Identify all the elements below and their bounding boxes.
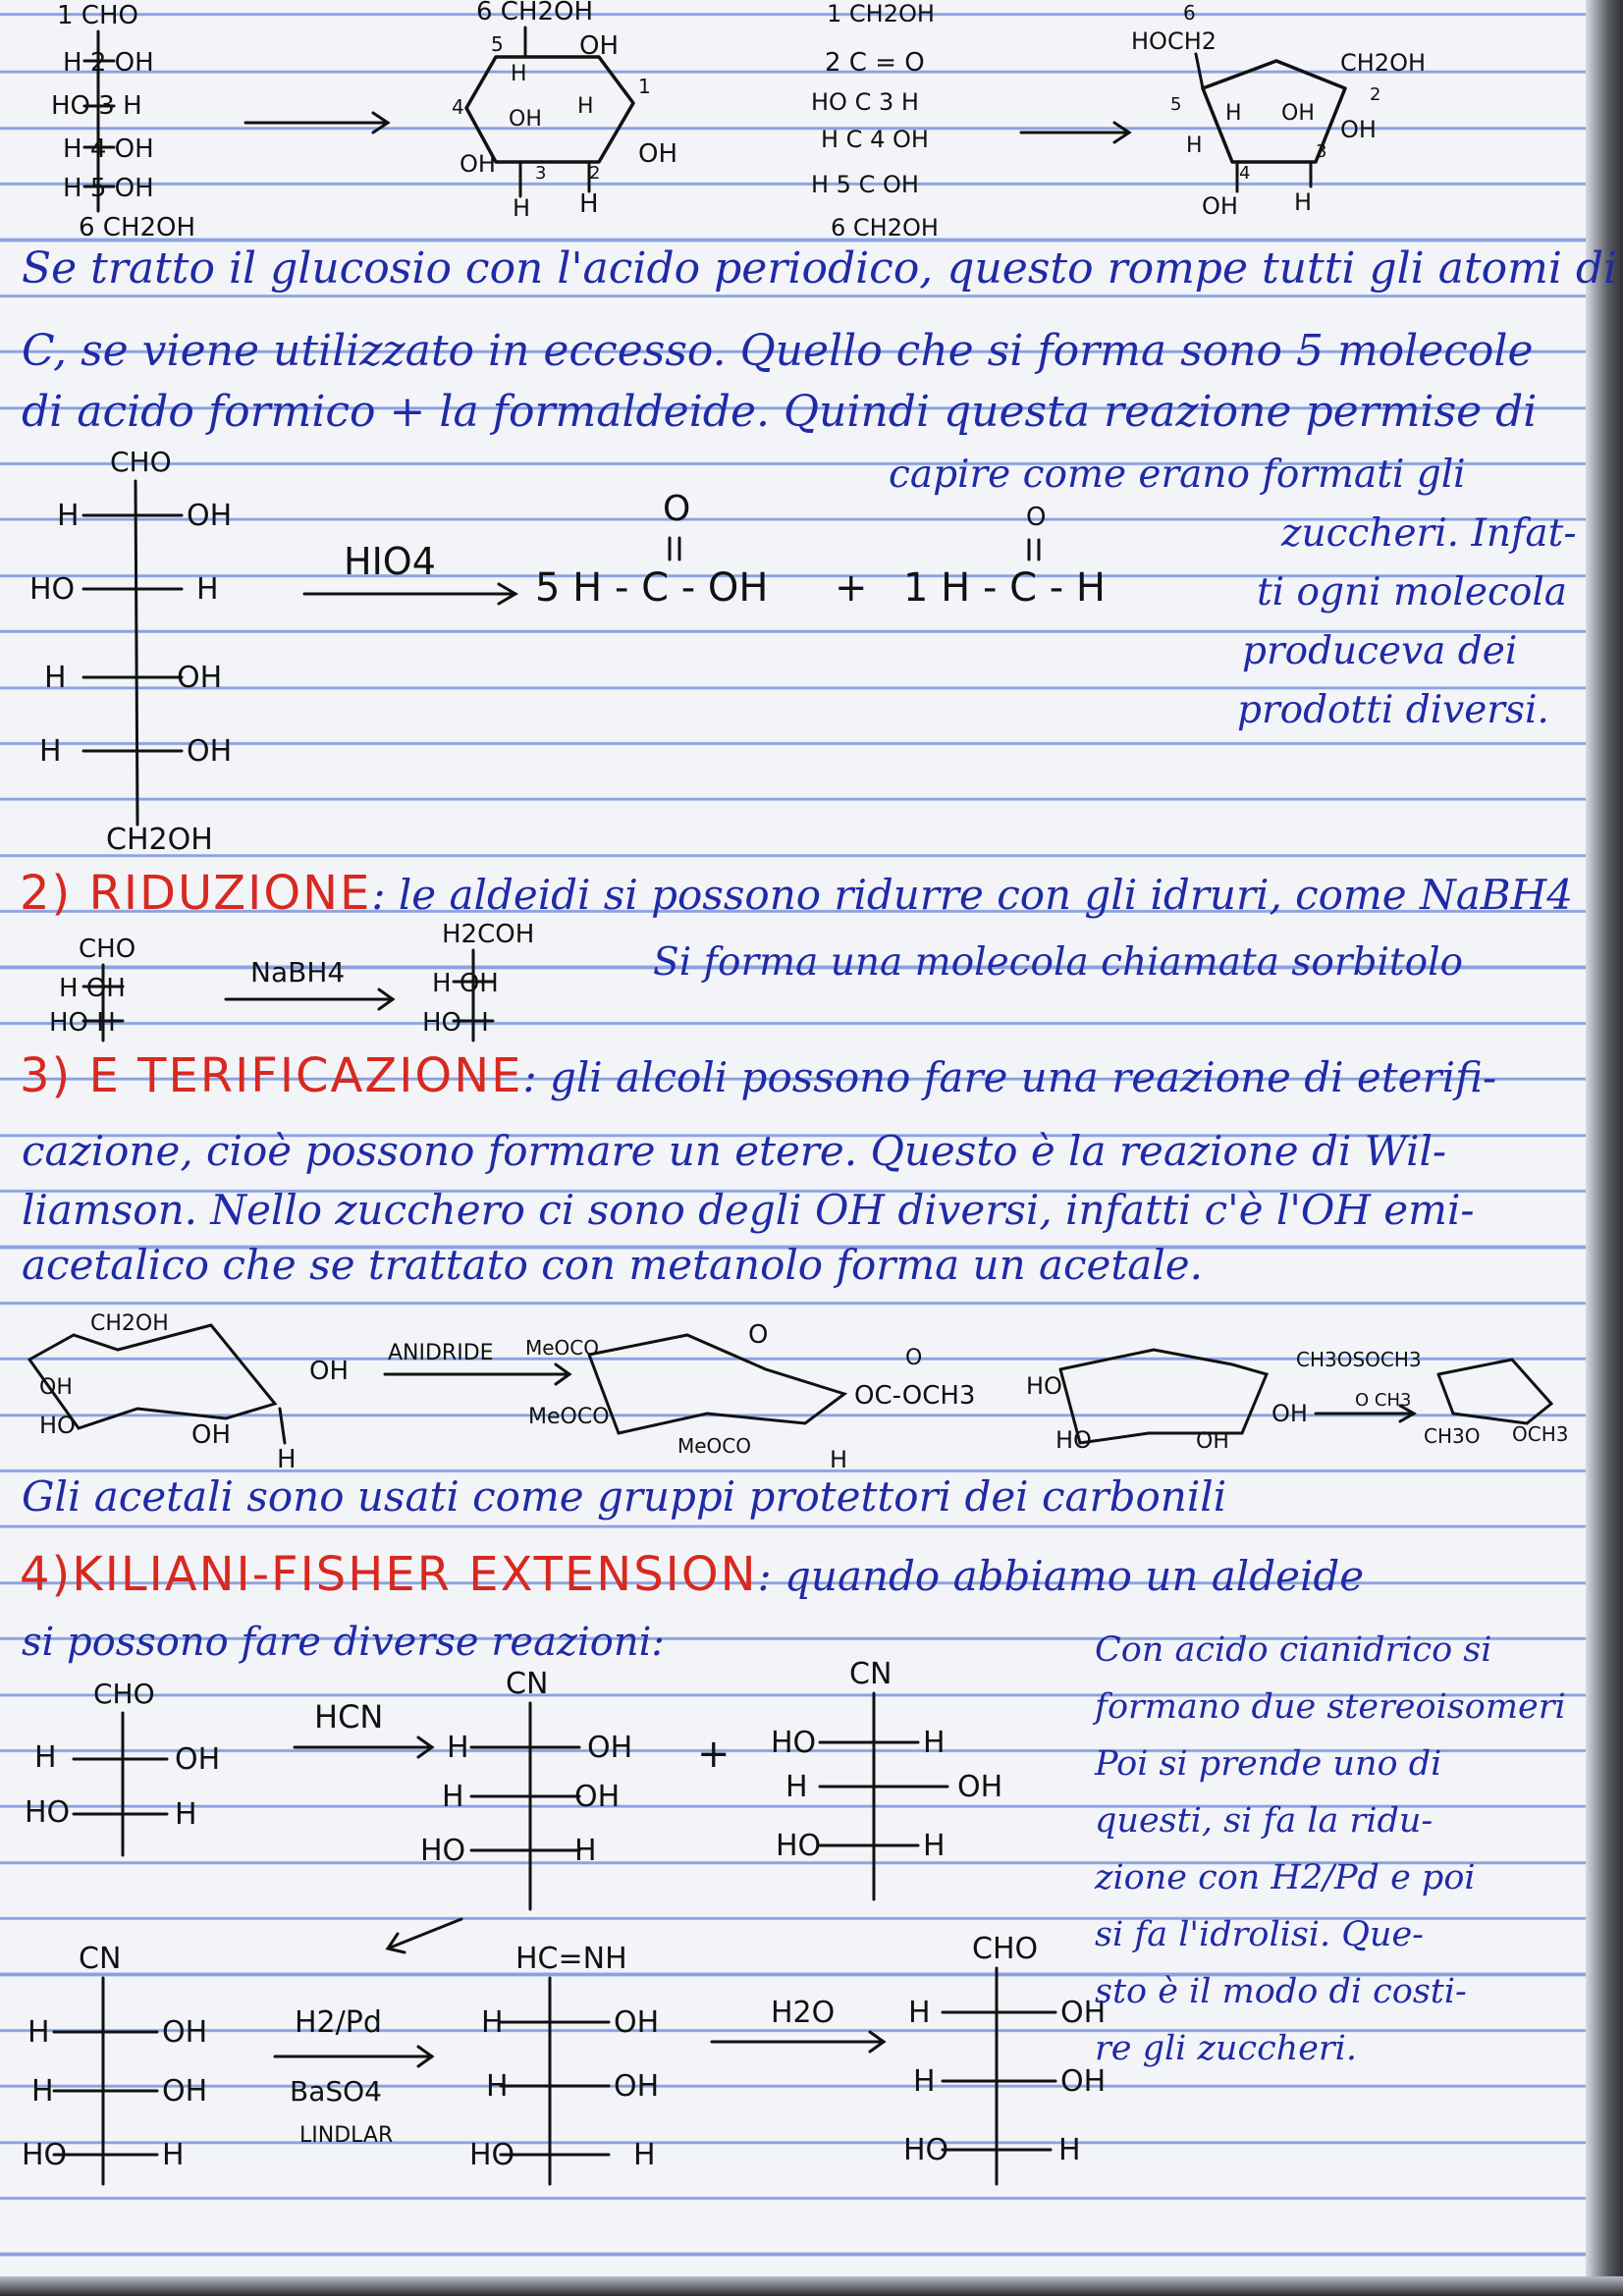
fructose-fischer-top <box>811 0 939 241</box>
arrow-cyclization-2 <box>1021 123 1129 142</box>
label: OH <box>1060 2064 1107 2099</box>
label: CHO <box>93 1678 155 1710</box>
label: OH <box>1202 192 1238 220</box>
label: HO <box>469 2138 515 2172</box>
label: + <box>835 565 868 611</box>
label: HO <box>1055 1426 1092 1454</box>
label: 2 C = O <box>825 48 925 78</box>
label: 4 <box>1239 163 1251 184</box>
label: H <box>1294 188 1313 216</box>
label: OH <box>957 1770 1003 1804</box>
label: 6 CH2OH <box>79 213 196 242</box>
label: 2 <box>1370 84 1381 105</box>
label: HO <box>25 1795 71 1830</box>
section-text: : quando abbiamo un aldeide <box>757 1552 1365 1600</box>
label: 5 H - C - OH <box>535 565 769 611</box>
label: H <box>162 2138 185 2172</box>
section-riduzione <box>20 866 1573 921</box>
label: OH <box>39 1375 73 1400</box>
label: HO <box>22 2138 68 2172</box>
label: 6 CH2OH <box>831 214 939 241</box>
label: HC=NH <box>515 1942 627 1976</box>
label: OH <box>574 1780 621 1814</box>
label: H <box>31 2074 54 2109</box>
label: OH <box>177 661 223 695</box>
periodate-fischer <box>29 446 232 857</box>
glucose-fischer-top <box>51 1 195 242</box>
label: 6 CH2OH <box>476 0 594 27</box>
periodate-arrow <box>304 540 515 604</box>
arrow-cyclization-1 <box>245 113 388 133</box>
plus-sign: + <box>697 1732 730 1777</box>
label: OH <box>191 1420 232 1450</box>
label: CHO <box>972 1932 1039 1966</box>
label: H <box>633 2138 656 2172</box>
side-note-line: Con acido cianidrico si <box>1095 1630 1492 1670</box>
label: H <box>481 2005 504 2040</box>
label: HO <box>776 1829 822 1863</box>
fructofuranose <box>1131 1 1426 220</box>
label: H <box>44 661 67 695</box>
acetali-line: Gli acetali sono usati come gruppi protettori dei carbonili <box>22 1472 1227 1521</box>
label: H 5 C OH <box>811 171 919 198</box>
label: OH <box>614 2005 660 2040</box>
label: H <box>442 1780 464 1814</box>
label: CN <box>506 1667 549 1701</box>
label: OH <box>587 1731 633 1765</box>
section-eterificazione <box>20 1048 1496 1103</box>
section-number: 3) <box>20 1048 73 1103</box>
label: ANIDRIDE <box>388 1341 494 1365</box>
kiliani-reduction-arrow <box>275 2005 432 2148</box>
label: H <box>196 572 219 607</box>
label: H <box>574 1834 597 1868</box>
label: 1 H - C - H <box>903 565 1106 611</box>
label: OH <box>187 734 233 769</box>
label: 6 <box>1183 1 1196 25</box>
label: H2COH <box>442 920 535 949</box>
label: OH <box>309 1357 350 1386</box>
label: CH2OH <box>1340 49 1427 77</box>
label: OCH3 <box>1512 1422 1569 1446</box>
label: H <box>486 2069 509 2104</box>
section-title: E TERIFICAZIONE <box>88 1048 523 1103</box>
label: HO <box>903 2133 949 2167</box>
label: 1 <box>638 75 651 98</box>
label: H <box>447 1731 469 1765</box>
label: H <box>1058 2133 1081 2167</box>
kiliani-selected-nitrile <box>22 1942 207 2184</box>
label: HO <box>1026 1372 1062 1400</box>
label: H <box>277 1445 297 1474</box>
kiliani-line-2: si possono fare diverse reazioni: <box>22 1620 665 1665</box>
label: CN <box>849 1657 893 1691</box>
label: HO 3 H <box>51 91 142 121</box>
section-number: 4) <box>20 1547 73 1602</box>
label: OH <box>614 2069 660 2104</box>
side-note-line: sto è il modo di costi- <box>1095 1972 1467 2011</box>
side-note-line: formano due stereoisomeri <box>1095 1687 1566 1727</box>
label: H 4 OH <box>63 134 154 164</box>
label: HO <box>39 1412 76 1439</box>
label: HO H <box>49 1008 116 1038</box>
label: OH <box>1060 1996 1107 2030</box>
label: H <box>830 1446 848 1473</box>
side-note-line: capire come erano formati gli <box>889 453 1466 497</box>
label: CN <box>79 1942 122 1976</box>
label: H <box>923 1726 946 1760</box>
kiliani-cyanohydrin-1 <box>420 1667 632 1909</box>
label: 1 CHO <box>57 1 138 30</box>
label: H <box>1225 101 1242 126</box>
label: H <box>923 1829 946 1863</box>
side-note-line: zuccheri. Infat- <box>1281 511 1577 556</box>
glucopyranose <box>452 0 677 222</box>
label: HO H <box>422 1008 489 1038</box>
riduzione-note: Si forma una molecola chiamata sorbitolo <box>653 940 1464 985</box>
label: O <box>663 489 691 529</box>
label: H 5 OH <box>63 174 154 203</box>
section-title: KILIANI-FISHER EXTENSION <box>72 1547 758 1602</box>
label: CH2OH <box>90 1311 169 1336</box>
label: 5 <box>1170 94 1182 115</box>
label: 2 <box>589 163 601 184</box>
reagent-label: LINDLAR <box>299 2123 394 2148</box>
label: OH <box>460 150 496 178</box>
label: CH2OH <box>106 823 213 857</box>
reduction-scheme <box>49 920 534 1041</box>
side-note-line: Poi si prende uno di <box>1095 1744 1442 1784</box>
section-title: RIDUZIONE <box>88 866 372 921</box>
side-note-line: prodotti diversi. <box>1237 688 1549 732</box>
label: OH <box>579 31 620 61</box>
label: H OH <box>432 969 499 998</box>
label: HO C 3 H <box>811 88 919 116</box>
kiliani-imine <box>469 1942 659 2184</box>
eterificazione-line-3: liamson. Nello zucchero ci sono degli OH diversi, infatti c'è l'OH emi- <box>22 1186 1475 1234</box>
eterificazione-line-2: cazione, cioè possono formare un etere. Questo è la reazione di Wil- <box>22 1127 1447 1175</box>
label: HO <box>29 572 76 607</box>
label: OH <box>162 2074 208 2109</box>
kiliani-side-note <box>1095 1622 1566 2077</box>
label: H <box>577 94 594 119</box>
label: H <box>511 62 527 86</box>
label: H 2 OH <box>63 48 154 78</box>
side-note-line: zione con H2/Pd e poi <box>1095 1858 1476 1897</box>
label: H <box>908 1996 931 2030</box>
periodic-acid-line-1: Se tratto il glucosio con l'acido periodico, questo rompe tutti gli atomi di <box>22 243 1618 294</box>
periodic-acid-line-2: C, se viene utilizzato in eccesso. Quello che si forma sono 5 molecole <box>22 326 1534 376</box>
label: H <box>39 734 62 769</box>
label: H <box>34 1740 57 1775</box>
kiliani-product-aldose <box>903 1932 1106 2184</box>
label: H C 4 OH <box>821 126 929 153</box>
label: OH <box>638 139 678 169</box>
label: MeOCO <box>525 1336 600 1360</box>
label: H <box>27 2015 50 2050</box>
reagent-label: H2/Pd <box>295 2005 382 2040</box>
eterificazione-line-4: acetalico che se trattato con metanolo forma un acetale. <box>22 1241 1203 1289</box>
reagent-label: BaSO4 <box>290 2075 382 2108</box>
section-text: : le aldeidi si possono ridurre con gli idruri, come NaBH4 <box>371 871 1574 919</box>
side-note-line: ti ogni molecola <box>1257 570 1568 614</box>
side-note-line: questi, si fa la ridu- <box>1095 1801 1434 1841</box>
side-note-line: si fa l'idrolisi. Que- <box>1095 1915 1425 1954</box>
label: CHO <box>110 446 172 478</box>
label: OH <box>509 107 542 132</box>
label: 4 <box>452 95 464 119</box>
label: 1 CH2OH <box>827 0 935 27</box>
side-note-line: re gli zuccheri. <box>1095 2029 1357 2068</box>
reagent-label: HIO4 <box>344 540 436 583</box>
label: O CH3 <box>1355 1390 1412 1411</box>
label: 3 <box>535 163 547 184</box>
label: OH <box>1271 1400 1308 1427</box>
kiliani-back-arrow <box>388 1919 461 1952</box>
label: OH <box>187 499 233 533</box>
label: H <box>57 499 80 533</box>
label: H <box>579 189 599 219</box>
etherification-scheme <box>29 1311 1568 1474</box>
label: HO <box>771 1726 817 1760</box>
periodic-acid-line-3: di acido formico + la formaldeide. Quindi questa reazione permise di <box>22 387 1538 437</box>
label: HOCH2 <box>1131 27 1217 55</box>
label: 3 <box>1316 141 1327 162</box>
kiliani-hydrolysis-arrow <box>712 1996 884 2052</box>
label: MeOCO <box>528 1405 610 1429</box>
label: CH3OSOCH3 <box>1296 1348 1422 1371</box>
label: HO <box>420 1834 466 1868</box>
label: CHO <box>79 934 136 964</box>
label: CH3O <box>1424 1424 1481 1448</box>
side-note-line: produceva dei <box>1242 629 1518 673</box>
label: OH <box>175 1742 221 1777</box>
label: OH <box>1196 1429 1229 1454</box>
reagent-label: H2O <box>771 1996 836 2030</box>
reagent-label: NaBH4 <box>250 956 346 988</box>
label: OH <box>1281 101 1315 126</box>
kiliani-starting-aldose <box>25 1678 220 1855</box>
section-kiliani <box>20 1547 1364 1602</box>
label: OH <box>1340 116 1377 143</box>
label: H OH <box>59 974 126 1003</box>
label: H <box>513 194 531 222</box>
periodate-side-note <box>889 447 1577 738</box>
label: H <box>175 1797 197 1832</box>
label: 5 <box>491 32 504 56</box>
reagent-label: HCN <box>314 1698 384 1735</box>
label: O <box>748 1320 769 1350</box>
kiliani-hcn-arrow <box>295 1698 432 1757</box>
label: OH <box>162 2015 208 2050</box>
label: H <box>1186 133 1203 158</box>
label: OC-OCH3 <box>854 1381 976 1411</box>
label: H <box>913 2064 936 2099</box>
label: O <box>1026 503 1047 532</box>
section-number: 2) <box>20 866 73 921</box>
label: H <box>785 1770 808 1804</box>
kiliani-cyanohydrin-2 <box>771 1657 1002 1899</box>
section-text: : gli alcoli possono fare una reazione di eterifi- <box>522 1053 1497 1101</box>
label: O <box>905 1346 923 1370</box>
label: MeOCO <box>677 1434 752 1458</box>
